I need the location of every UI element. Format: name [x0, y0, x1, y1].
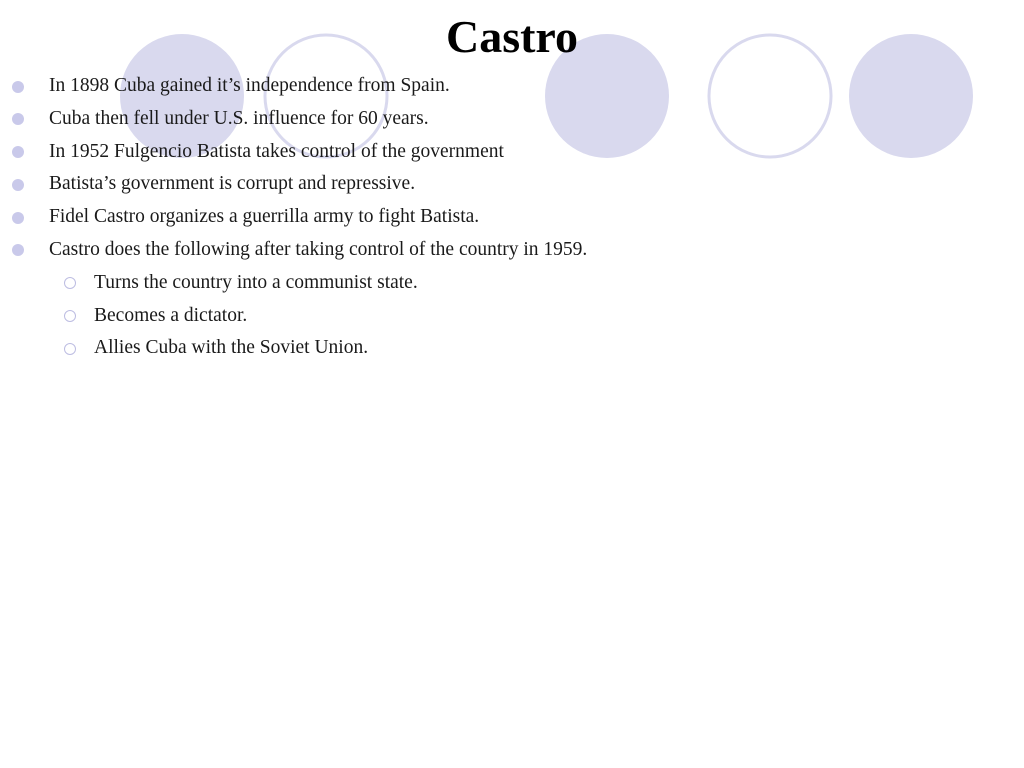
- bullet-text: In 1952 Fulgencio Batista takes control of the government: [49, 140, 504, 162]
- bullet-dot-icon: [12, 212, 24, 224]
- bullet-item: [0, 234, 1000, 267]
- bullet-dot-icon: [12, 81, 24, 93]
- bullet-text: Cuba then fell under U.S. influence for 60 years.: [49, 107, 429, 129]
- sub-bullet-item: [0, 267, 1000, 300]
- sub-bullet-text: Becomes a dictator.: [94, 304, 248, 326]
- bullet-text: Castro does the following after taking control of the country in 1959.: [49, 238, 588, 260]
- bullet-item: [0, 70, 1000, 103]
- bullet-ring-icon: [64, 310, 76, 322]
- slide-title: Castro: [445, 11, 579, 62]
- bullet-dot-icon: [12, 179, 24, 191]
- bullet-text: Batista’s government is corrupt and repressive.: [49, 173, 416, 195]
- sub-bullet-text: Allies Cuba with the Soviet Union.: [94, 337, 369, 359]
- bullet-text: In 1898 Cuba gained it’s independence from Spain.: [49, 75, 450, 96]
- sub-bullet-item: [0, 300, 1000, 333]
- bullet-dot-icon: [12, 146, 24, 158]
- bullet-item: [0, 168, 1000, 201]
- sub-bullet-item: [0, 332, 1000, 365]
- bullet-text: Fidel Castro organizes a guerrilla army to fight Batista.: [49, 206, 480, 228]
- bullet-ring-icon: [64, 343, 76, 355]
- sub-bullet-text: Turns the country into a communist state.: [94, 271, 418, 293]
- bullet-dot-icon: [12, 113, 24, 125]
- bullet-item: [0, 201, 1000, 234]
- bullet-ring-icon: [64, 277, 76, 289]
- bullet-item: [0, 136, 1000, 169]
- bullet-list: [0, 70, 1000, 365]
- bullet-item: [0, 103, 1000, 136]
- bullet-dot-icon: [12, 244, 24, 256]
